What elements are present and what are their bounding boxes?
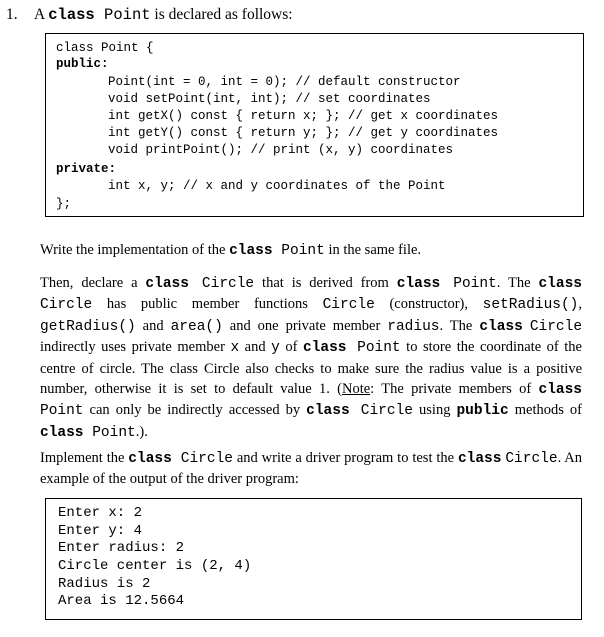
output-line: Enter x: 2 (58, 505, 143, 521)
code-line: void printPoint(); // print (x, y) coordinates (108, 143, 454, 157)
paragraph-implementation: Write the implementation of the class Point in the same file. (40, 242, 422, 259)
code-line: private: (56, 162, 117, 176)
question-heading: 1. A class Point is declared as follows: (6, 6, 293, 24)
code-line: Point(int = 0, int = 0); // default constructor (108, 75, 461, 89)
paragraph-driver-instructions: Implement the class Circle and write a driver program to test the class Circle. An example of the output of the driver program: (40, 450, 583, 488)
paragraph-circle-description: Then, declare a class Circle that is derived from class Point. The class Circle has public member functions Circle (constructor), setRadius(), getRadius() and area() and one private member radius. The class Circle indirectly uses private member x and y of class Point to store the coordinate of the centre of circle. The class Circle also checks to make sure the radius value is a positive number, otherwise it is set to default value 1. (Note: The private members of class Point can only be indirectly accessed by class Circle using public methods of class Point.). (40, 275, 583, 441)
code-line: public: (56, 57, 109, 71)
code-line: class Point { (56, 41, 154, 55)
code-line: void setPoint(int, int); // set coordinates (108, 92, 431, 106)
output-line: Enter y: 4 (58, 523, 143, 539)
output-line: Radius is 2 (58, 576, 151, 592)
output-line: Circle center is (2, 4) (58, 558, 252, 574)
code-line: }; (56, 197, 72, 211)
output-line: Area is 12.5664 (58, 593, 185, 609)
code-block (45, 33, 584, 217)
code-line: int getX() const { return x; }; // get x coordinates (108, 109, 499, 123)
output-line: Enter radius: 2 (58, 540, 185, 556)
code-line: int getY() const { return y; }; // get y coordinates (108, 126, 499, 140)
code-line: int x, y; // x and y coordinates of the Point (108, 179, 446, 193)
question-number: 1. (6, 6, 18, 23)
output-example-block (45, 498, 582, 620)
